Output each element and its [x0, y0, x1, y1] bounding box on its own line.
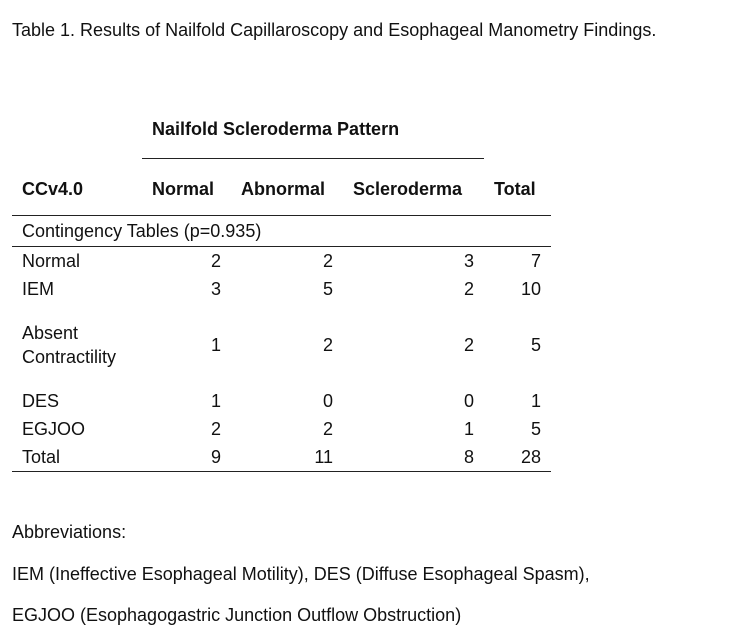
- column-header-abnormal: Abnormal: [231, 170, 343, 216]
- cell-scleroderma: 8: [343, 443, 484, 472]
- group-header: Nailfold Scleroderma Pattern: [152, 119, 400, 139]
- cell-abnormal: 11: [231, 443, 343, 472]
- group-header-rule: [142, 158, 484, 159]
- column-header-normal: Normal: [142, 170, 231, 216]
- table-row-total: [12, 443, 551, 472]
- cell-scleroderma: 1: [463, 419, 474, 439]
- cell-abnormal: 2: [322, 419, 333, 439]
- table-caption: Table 1. Results of Nailfold Capillaroscopy and Esophageal Manometry Findings.: [12, 20, 657, 40]
- cell-scleroderma: 0: [463, 391, 474, 411]
- cell-abnormal: 5: [322, 279, 333, 299]
- table-row: [12, 275, 551, 303]
- abbreviations-line-1: IEM (Ineffective Esophageal Motility), DES (Diffuse Esophageal Spasm),: [12, 564, 590, 584]
- cell-normal: 2: [210, 419, 221, 439]
- contingency-subheader-row: [12, 216, 551, 247]
- abbreviations-heading: Abbreviations:: [12, 522, 127, 542]
- column-header-total: Total: [484, 170, 551, 216]
- row-label: EGJOO: [22, 419, 86, 439]
- cell-normal: 9: [142, 443, 231, 472]
- row-label: IEM: [22, 279, 55, 299]
- row-label: DES: [22, 391, 60, 411]
- cell-scleroderma: 2: [463, 279, 474, 299]
- column-header-scleroderma: Scleroderma: [343, 170, 484, 216]
- column-header-row: [12, 170, 551, 216]
- contingency-subheader: Contingency Tables (p=0.935): [12, 216, 551, 247]
- cell-abnormal: 0: [322, 391, 333, 411]
- table-row: [12, 387, 551, 415]
- cell-scleroderma: 3: [463, 251, 474, 271]
- cell-abnormal: 2: [322, 251, 333, 271]
- cell-total: 7: [530, 251, 541, 271]
- cell-total: 5: [530, 335, 541, 355]
- cell-normal: 1: [210, 391, 221, 411]
- table-row: [12, 247, 551, 276]
- row-label: Absent Contractility: [22, 323, 117, 367]
- row-label: Total: [12, 443, 142, 472]
- column-header-ccv4: CCv4.0: [12, 170, 142, 216]
- cell-total: 5: [530, 419, 541, 439]
- cell-total: 10: [520, 279, 541, 299]
- table-row: [12, 303, 551, 387]
- cell-scleroderma: 2: [463, 335, 474, 355]
- abbreviations-line-2: EGJOO (Esophagogastric Junction Outflow Obstruction): [12, 605, 462, 625]
- table-row: [12, 415, 551, 443]
- cell-abnormal: 2: [322, 335, 333, 355]
- results-table: [12, 170, 551, 472]
- cell-normal: 1: [210, 335, 221, 355]
- row-label: Normal: [22, 251, 81, 271]
- cell-normal: 2: [210, 251, 221, 271]
- cell-total: 1: [530, 391, 541, 411]
- cell-normal: 3: [210, 279, 221, 299]
- cell-total: 28: [484, 443, 551, 472]
